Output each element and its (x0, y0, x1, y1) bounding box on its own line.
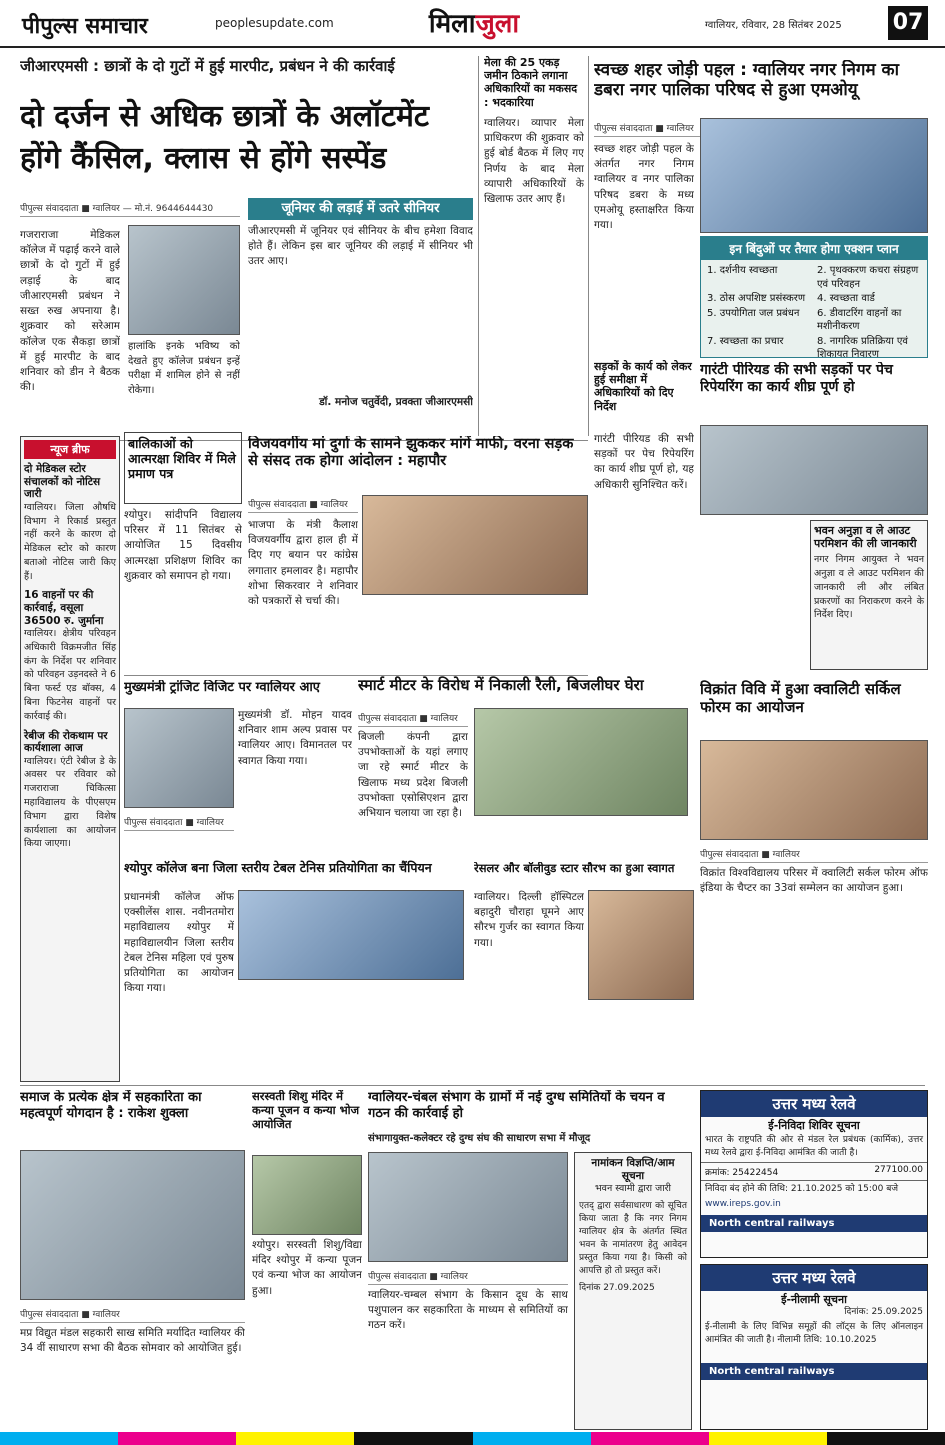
girls-camp-body-block (124, 508, 242, 668)
tennis-headline-block (124, 860, 468, 886)
railway-amount: 277100.00 (874, 1165, 923, 1176)
swachh-photo (700, 118, 928, 233)
plan-item: 4. स्वच्छता वार्ड (817, 293, 875, 304)
wrestler-photo (588, 890, 694, 1000)
masthead (0, 0, 945, 48)
mela-headline: मेला की 25 एकड़ जमीन ठिकाने लगाना अधिकारियों का मकसद : भदकारिया (484, 56, 578, 109)
dairy-byline (368, 1264, 568, 1286)
smart-meter-byline (358, 706, 468, 728)
brief-item2-body: ग्वालियर। क्षेत्रीय परिवहन अधिकारी विक्रमजीत सिंह कंग के निर्देश पर शनिवार को परिवहन उड़नदस्ते ने 6 बिना फर्स्ट एड बॉक्स, 4 बिना फिटनेस वाहनों पर कार्रवाई की। (24, 628, 116, 722)
plan-list (701, 260, 927, 358)
mayor-body: भाजपा के मंत्री कैलाश विजयवर्गीय द्वारा हाल ही में दिए गए बयान पर कांग्रेस लगातार हमलावर है। महापौर शोभा सिकरवार ने शनिवार को पत्रकारों से चर्चा की। (248, 519, 358, 608)
kanya-body: श्योपुर। सरस्वती शिशु/विद्या मंदिर श्योपुर में कन्या पूजन एवं कन्या भोज का आयोजन हुआ। (252, 1239, 362, 1297)
page-number: 07 (888, 6, 928, 40)
railway-ad2-title: उत्तर मध्य रेलवे (701, 1265, 927, 1291)
website-url[interactable]: peoplesupdate.com (215, 16, 334, 30)
wrestler-headline-block (474, 862, 694, 888)
dairy-headline-block (368, 1090, 688, 1130)
quality-headline: विक्रांत विवि में हुआ क्वालिटी सर्किल फोरम का आयोजन (700, 680, 901, 716)
swachh-headline-block (594, 60, 929, 116)
wrestler-body-block (474, 890, 584, 1060)
coop-body: मप्र विद्युत मंडल सहकारी साख समिति मर्यादित ग्वालियर की 34 वीं साधारण सभा की बैठक सोमवार को आयोजित हुई। (20, 1327, 245, 1355)
girls-camp-headline: बालिकाओं को आत्मरक्षा शिविर में मिले प्रमाण पत्र (128, 436, 236, 481)
divider (20, 1085, 925, 1086)
quality-photo (700, 740, 928, 840)
mayor-headline-block (248, 436, 588, 490)
notice-body: एतद् द्वारा सर्वसाधारण को सूचित किया जाता है कि नगर निगम ग्वालियर क्षेत्र के अंतर्गत स्थित भवन के नामांतरण हेतु आवेदन प्रस्तुत किया गया है। किसी को आपत्ति हो तो प्रस्तुत करें। (579, 1200, 687, 1277)
wrestler-headline: रेसलर और बॉलीवुड स्टार सौरभ का हुआ स्वागत (474, 862, 675, 875)
brief-item3-body: ग्वालियर। एंटी रेबीज डे के अवसर पर रविवार को गजराराजा चिकित्सा महाविद्यालय के पीएसएम विभाग द्वारा विशेष कार्यशाला का आयोजन किया जाएगा। (24, 755, 116, 850)
notice-sub: भवन स्वामी द्वारा जारी (595, 1183, 671, 1195)
cm-visit-headline-block (124, 680, 352, 706)
cm-visit-body: मुख्यमंत्री डॉ. मोहन यादव शनिवार शाम अल्प प्रवास पर ग्वालियर आए। विमानतल पर स्वागत किया गया। (238, 709, 352, 767)
plan-item: 7. स्वच्छता का प्रचार (707, 335, 784, 347)
smart-meter-headline: स्मार्ट मीटर के विरोध में निकाली रैली, बिजलीघर घेरा (358, 676, 644, 694)
swachh-byline-text: पीपुल्स संवाददाता ■ ग्वालियर (594, 119, 794, 137)
lead-kicker: जीआरएमसी : छात्रों के दो गुटों में हुई मारपीट, प्रबंधन ने की कार्रवाई (20, 57, 395, 75)
guarantee-side-head: भवन अनुज्ञा व ले आउट परमिशन की ली जानकारी (814, 524, 917, 551)
lead-byline-text: पीपुल्स संवाददाता ■ ग्वालियर (20, 204, 120, 214)
lead-photo (128, 225, 240, 335)
quality-body: विक्रांत विश्वविद्यालय परिसर में क्वालिटी सर्कल फोरम ऑफ इंडिया के चैप्टर का 33वां सम्मेलन का आयोजन हुआ। (700, 867, 928, 895)
brief-item2-head: 16 वाहनों पर की कार्रवाई, वसूला 36500 रु. जुर्माना (24, 589, 104, 627)
railway-ad2-body: ई-नीलामी के लिए विभिन्न समूहों की लॉट्स के लिए ऑनलाइन आमंत्रित की जाती है। नीलामी तिथि: 10.10.2025 (705, 1322, 923, 1346)
roads-headline-block (594, 360, 694, 430)
cm-visit-photo (124, 708, 234, 808)
plan-title: इन बिंदुओं पर तैयार होगा एक्शन प्लान (701, 237, 927, 260)
quality-headline-block (700, 680, 928, 736)
quality-byline (700, 842, 928, 864)
smart-meter-body-block (358, 730, 468, 860)
coop-photo (20, 1150, 245, 1300)
coop-headline-block (20, 1090, 245, 1146)
swachh-action-plan (700, 236, 928, 358)
mayor-headline: विजयवर्गीय मां दुर्गा के सामने झुककर मांगें माफी, वरना सड़क से संसद तक होगा आंदोलन : महापौर (248, 436, 574, 470)
plan-item: 1. दर्शनीय स्वच्छता (707, 265, 778, 276)
railway-ad-body: भारत के राष्ट्रपति की ओर से मंडल रेल प्रबंधक (कार्मिक), उत्तर मध्य रेलवे द्वारा ई-निविदा आमंत्रित की जाती है। (705, 1135, 923, 1159)
mayor-body-block (248, 518, 358, 670)
brief-item1-head: दो मेडिकल स्टोर संचालकों को नोटिस जारी (24, 463, 101, 501)
cm-visit-byline (124, 810, 234, 832)
quality-byline-text: पीपुल्स संवाददाता ■ ग्वालियर (700, 845, 928, 863)
dairy-sub: संभागायुक्त-कलेक्टर रहे दुग्ध संघ की साधारण सभा में मौजूद (368, 1133, 591, 1144)
tennis-photo (238, 890, 464, 980)
plan-item: 8. नागरिक प्रतिक्रिया एवं शिकायत निवारण (817, 335, 908, 358)
coop-byline-text: पीपुल्स संवाददाता ■ ग्वालियर (20, 1305, 245, 1323)
kanya-headline-block (252, 1090, 362, 1150)
lead-headline-block (20, 96, 480, 188)
plan-item: 6. डीवाटरिंग वाहनों का मशीनीकरण (817, 307, 902, 332)
railway-web[interactable]: www.ireps.gov.in (705, 1199, 781, 1210)
lead-sub-body-block (248, 224, 473, 384)
lead-photo-caption: हालांकि इनके भविष्य को देखते हुए कॉलेज प्रबंधन इन्हें परीक्षा में शामिल होने से नहीं रोकेगा। (128, 341, 240, 396)
mela-headline-block (484, 56, 584, 112)
guarantee-side-box (810, 520, 928, 670)
lead-body-col (20, 228, 120, 418)
mayor-photo (362, 495, 588, 595)
mela-body-block (484, 116, 584, 436)
tennis-body-block (124, 890, 234, 1070)
section-title-b: जुला (475, 9, 520, 39)
girls-camp-body: श्योपुर। सांदीपनि विद्यालय परिसर में 11 सितंबर से आयोजित 15 दिवसीय आत्मरक्षा प्रशिक्षण शिविर का शुक्रवार को समापन हो गया। (124, 509, 242, 582)
guarantee-headline-block (700, 362, 928, 418)
section-title-a: मिला (428, 9, 476, 39)
dateline: ग्वालियर, रविवार, 28 सितंबर 2025 (705, 20, 842, 31)
swachh-headline: स्वच्छ शहर जोड़ी पहल : ग्वालियर नगर निगम का डबरा नगर पालिका परिषद से हुआ एमओयू (594, 60, 900, 101)
lead-mobile: मो.नं. 9644644430 (134, 204, 214, 214)
smart-meter-body: बिजली कंपनी द्वारा उपभोक्ताओं के यहां लगाए जा रहे स्मार्ट मीटर के खिलाफ मध्य प्रदेश बिजली उपभोक्ता एसोसिएशन द्वारा अभियान चलाया जा रहा है। (358, 731, 468, 820)
lead-sub-head: जूनियर की लड़ाई में उतरे सीनियर (248, 198, 473, 220)
mayor-byline-text: पीपुल्स संवाददाता ■ ग्वालियर (248, 495, 358, 513)
dairy-byline-text: पीपुल्स संवाददाता ■ ग्वालियर (368, 1267, 568, 1285)
railway-ad-table (701, 1162, 927, 1181)
coop-headline: समाज के प्रत्येक क्षेत्र में सहकारिता का महत्वपूर्ण योगदान है : राकेश शुक्ला (20, 1090, 202, 1121)
mayor-byline (248, 492, 358, 514)
mela-body: ग्वालियर। व्यापार मेला प्राधिकरण की शुक्रवार को हुई बोर्ड बैठक में लिए गए निर्णय के बाद मेला व्यापारी अधिकारियों के खिलाफ उतर आए हैं। (484, 117, 584, 206)
news-brief-title: न्यूज ब्रीफ (24, 440, 116, 459)
roads-body-block (594, 432, 694, 582)
lead-byline: पीपुल्स संवाददाता ■ ग्वालियर — मो.नं. 9644644430 (20, 196, 240, 220)
railway-auction-ad (700, 1264, 928, 1430)
plan-item: 2. पृथक्करण कचरा संग्रहण एवं परिवहन (817, 265, 919, 290)
news-brief-box (20, 436, 120, 1082)
kanya-headline: सरस्वती शिशु मंदिर में कन्या पूजन व कन्या भोज आयोजित (252, 1090, 360, 1131)
cm-visit-byline-text: पीपुल्स संवाददाता ■ ग्वालियर (124, 813, 234, 831)
naamantaran-notice (574, 1152, 692, 1430)
lead-photo-caption-block (128, 340, 240, 420)
kanya-body-block (252, 1238, 362, 1430)
brief-item1-body: ग्वालियर। जिला औषधि विभाग ने रिकार्ड प्रस्तुत नहीं करने के कारण दो मेडिकल स्टोर को कारण बताओ नोटिस जारी किए हैं। (24, 501, 116, 582)
railway-ad2-sub: ई-नीलामी सूचना (781, 1293, 847, 1306)
guarantee-side-body: नगर निगम आयुक्त ने भवन अनुज्ञा व ले आउट परमिशन की जानकारी ली और लंबित प्रकरणों का निराकरण करने के निर्देश दिए। (814, 554, 924, 621)
dairy-photo (368, 1152, 568, 1262)
divider (478, 56, 479, 436)
lead-quote-by: डॉ. मनोज चतुर्वेदी, प्रवक्ता जीआरएमसी (319, 396, 473, 408)
railway-tender-no: क्रमांक: 25422454 (705, 1168, 779, 1179)
railway-ad2-handle: North central railways (701, 1363, 927, 1380)
section-title (412, 4, 536, 42)
railway-handle: North central railways (701, 1215, 927, 1232)
swachh-body: स्वच्छ शहर जोड़ी पहल के अंतर्गत नगर निगम ग्वालियर व नगर पालिका परिषद डबरा के मध्य एमओयू हस्ताक्षरित किया गया। (594, 143, 694, 232)
roads-body: गारंटी पीरियड की सभी सड़कों पर पेच रिपेयरिंग का कार्य शीघ्र पूर्ण हो, यह अधिकारी सुनिश्चित करें। (594, 433, 694, 491)
guarantee-headline: गारंटी पीरियड की सभी सड़कों पर पेच रिपेयरिंग का कार्य शीघ्र पूर्ण हो (700, 362, 893, 395)
notice-title: नामांकन विज्ञप्ति/आम सूचना (591, 1157, 675, 1182)
tennis-body: प्रधानमंत्री कॉलेज ऑफ एक्सीलेंस शास. नवीनतमोरा महाविद्यालय श्योपुर में महाविद्यालयीन जिला स्तरीय टेबल टेनिस महिला एवं पुरुष प्रतियोगिता का आयोजन किया गया। (124, 891, 234, 995)
railway-tender-ad (700, 1090, 928, 1258)
cm-visit-headline: मुख्यमंत्री ट्रांजिट विजिट पर ग्वालियर आए (124, 680, 320, 695)
tennis-headline: श्योपुर कॉलेज बना जिला स्तरीय टेबल टेनिस प्रतियोगिता का चैंपियन (124, 860, 432, 875)
lead-kicker-block (20, 56, 475, 96)
printer-color-strip (0, 1432, 945, 1445)
lead-sub-body: जीआरएमसी में जूनियर एवं सीनियर के बीच हमेशा विवाद होते हैं। लेकिन इस बार जूनियर की लड़ाई में सीनियर भी उतर आए। (248, 225, 473, 268)
lead-body: गजराराजा मेडिकल कॉलेज में पढ़ाई करने वाले छात्रों के दो गुटों में हुई लड़ाई के बाद जीआरएमसी प्रबंधन ने सख्त रुख अपनाया है। शुक्रवार को सरेआम कॉलेज एक सैकड़ा छात्रों में हुई मारपीट के बाद शनिवार को डीन ने बैठक की। (20, 229, 120, 394)
cm-visit-body-block (238, 708, 352, 848)
railway-ad-sub: ई-निविदा शिविर सूचना (768, 1119, 860, 1132)
plan-item: 5. उपयोगिता जल प्रबंधन (707, 307, 800, 319)
plan-item: 3. ठोस अपशिष्ट प्रसंस्करण (707, 293, 806, 304)
wrestler-body: ग्वालियर। दिल्ली हॉस्पिटल बहादुरी चौराहा घूमने आए सौरभ गुर्जर का स्वागत किया गया। (474, 891, 584, 949)
dairy-body-block (368, 1288, 568, 1430)
dairy-sub-block (368, 1132, 688, 1150)
smart-meter-byline-text: पीपुल्स संवाददाता ■ ग्वालियर (358, 709, 468, 727)
lead-quote-by-block (248, 395, 473, 423)
dairy-headline: ग्वालियर-चंबल संभाग के ग्रामों में नई दुग्ध समितियों के चयन व गठन की कार्रवाई हो (368, 1090, 665, 1121)
newspaper-logo: पीपुल्स समाचार (22, 14, 148, 39)
swachh-body-block (594, 142, 694, 234)
kanya-photo (252, 1155, 362, 1235)
guarantee-photo (700, 425, 928, 515)
girls-camp-headline-block (124, 432, 242, 504)
lead-headline: दो दर्जन से अधिक छात्रों के अलॉटमेंट होंगे कैंसिल, क्लास से होंगे सस्पेंड (20, 99, 430, 176)
smart-meter-headline-block (358, 676, 692, 704)
coop-body-block (20, 1326, 245, 1430)
railway-close: निविदा बंद होने की तिथि: 21.10.2025 को 15:00 बजे (705, 1184, 899, 1195)
dairy-body: ग्वालियर-चम्बल संभाग के किसान दूध के साथ पशुपालन कर सहकारिता के माध्यम से समितियों का गठन करें। (368, 1289, 568, 1332)
railway-ad-title: उत्तर मध्य रेलवे (701, 1091, 927, 1117)
divider (588, 56, 589, 436)
railway-ad2-ref: दिनांक: 25.09.2025 (844, 1307, 923, 1318)
brief-item3-head: रेबीज की रोकथाम पर कार्यशाला आज (24, 729, 108, 755)
smart-meter-photo (474, 708, 688, 816)
quality-body-block (700, 866, 928, 1066)
coop-byline (20, 1302, 245, 1324)
notice-date: दिनांक 27.09.2025 (579, 1283, 655, 1294)
roads-headline: सड़कों के कार्य को लेकर हुई समीक्षा में अधिकारियों को दिए निर्देश (594, 360, 692, 413)
